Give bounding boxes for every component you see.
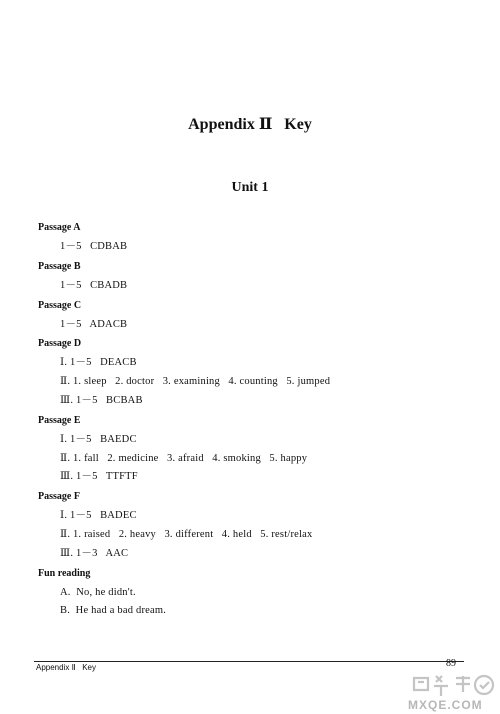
passage-c: [38, 296, 478, 335]
passage-heading: Passage C: [38, 299, 82, 311]
appendix-title: Appendix Ⅱ Key: [188, 116, 312, 133]
answer-key-content: [38, 218, 478, 621]
passage-heading: Passage D: [38, 338, 82, 350]
answer-line: A. No, he didn't.: [60, 586, 136, 598]
answer-line: 1－5 ADACB: [60, 318, 128, 330]
answer-line: Ⅱ. 1. sleep 2. doctor 3. examining 4. counting 5. jumped: [60, 376, 331, 388]
passage-e: [38, 411, 478, 487]
answer-line: Ⅱ. 1. fall 2. medicine 3. afraid 4. smoking 5. happy: [60, 452, 308, 464]
answer-line: Ⅲ. 1－3 AAC: [60, 547, 129, 559]
answer-line: Ⅰ. 1－5 BAEDC: [60, 433, 137, 445]
passage-heading: Passage E: [38, 414, 81, 426]
answer-line: Ⅰ. 1－5 BADEC: [60, 510, 137, 522]
unit-title: Unit 1: [231, 180, 269, 195]
answer-line: B. He had a bad dream.: [60, 605, 167, 617]
fun-reading: [38, 564, 478, 622]
passage-d: [38, 334, 478, 410]
passage-b: [38, 257, 478, 296]
answer-line: 1－5 CDBAB: [60, 241, 128, 252]
answer-line: Ⅲ. 1－5 TTFTF: [60, 471, 138, 483]
answer-line: Ⅱ. 1. raised 2. heavy 3. different 4. held 5. rest/relax: [60, 528, 313, 540]
footer-rule: [34, 661, 464, 662]
passage-f: [38, 487, 478, 563]
passage-heading: Passage F: [38, 491, 80, 503]
footer-label: Appendix Ⅱ Key: [36, 663, 96, 672]
passage-a: [38, 218, 478, 257]
answer-line: Ⅰ. 1－5 DEACB: [60, 357, 137, 369]
passage-heading: Passage A: [38, 222, 81, 233]
watermark-text: MXQE.COM: [408, 698, 483, 712]
answer-line: 1－5 CBADB: [60, 279, 128, 291]
passage-heading: Passage B: [38, 260, 81, 272]
page-number: 89: [446, 658, 456, 669]
passage-heading: Fun reading: [38, 567, 91, 579]
answer-line: Ⅲ. 1－5 BCBAB: [60, 394, 143, 406]
